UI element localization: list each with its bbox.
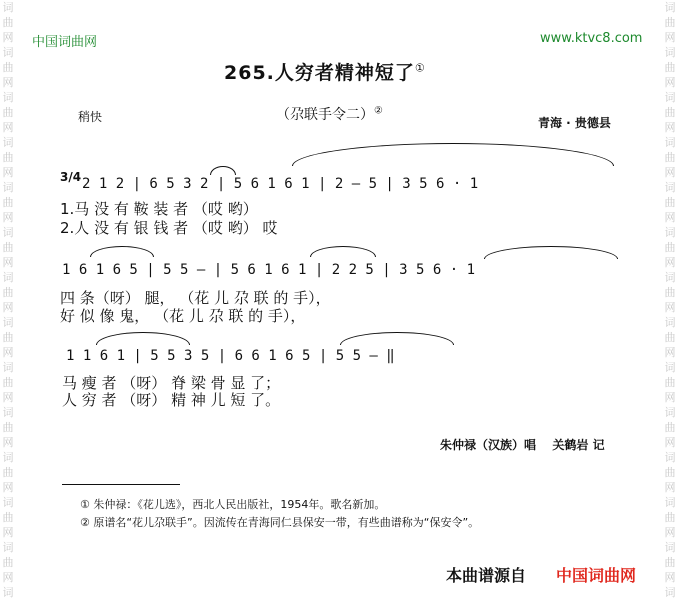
watermark-char: 曲	[2, 556, 14, 569]
tempo-marking: 稍快	[78, 110, 103, 124]
watermark-char: 网	[2, 31, 14, 44]
watermark-char: 词	[664, 181, 676, 194]
watermark-char: 词	[664, 586, 676, 599]
right-watermark-column	[662, 0, 678, 610]
song-subtitle	[276, 104, 383, 124]
watermark-char: 网	[2, 481, 14, 494]
watermark-char: 曲	[2, 16, 14, 29]
watermark-char: 网	[2, 76, 14, 89]
watermark-char: 网	[2, 436, 14, 449]
watermark-char: 网	[664, 571, 676, 584]
watermark-char: 曲	[2, 61, 14, 74]
watermark-char: 曲	[664, 556, 676, 569]
watermark-char: 曲	[664, 331, 676, 344]
title-footnote-mark: ①	[414, 61, 426, 75]
watermark-char: 词	[664, 136, 676, 149]
song-title	[224, 58, 426, 85]
watermark-char: 网	[664, 391, 676, 404]
watermark-char: 词	[2, 91, 14, 104]
watermark-char: 曲	[664, 196, 676, 209]
watermark-char: 曲	[2, 331, 14, 344]
watermark-char: 曲	[664, 16, 676, 29]
footnote-1: ① 朱仲禄：《花儿选》，西北人民出版社，1954年。歌名新加。	[80, 498, 386, 511]
watermark-char: 词	[2, 226, 14, 239]
watermark-char: 词	[2, 271, 14, 284]
notation-line-1: 2 1 2 | 6 5 3 2 | 5 6 1 6 1 | 2 – 5 | 3 5 6 · 1	[82, 176, 479, 192]
lyric-line-3-verse-2: 人 穷 者 （呀） 精 神 儿 短 了。	[62, 391, 281, 409]
source-label: 本曲谱源自	[446, 566, 527, 585]
slur-2c	[484, 246, 618, 259]
watermark-char: 词	[664, 496, 676, 509]
watermark-char: 词	[2, 46, 14, 59]
watermark-char: 词	[664, 271, 676, 284]
slur-2b	[310, 246, 376, 257]
tie-slur	[210, 166, 236, 175]
watermark-char: 曲	[664, 466, 676, 479]
watermark-char: 词	[664, 1, 676, 14]
watermark-char: 曲	[664, 286, 676, 299]
watermark-char: 网	[664, 166, 676, 179]
watermark-char: 词	[664, 316, 676, 329]
watermark-char: 网	[2, 211, 14, 224]
source-site: 中国词曲网	[556, 566, 637, 585]
lyric-line-2-verse-2: 好 似 像 鬼， （花 儿 尕 联 的 手），	[60, 307, 306, 325]
footnote-2: ② 原谱名“花儿尕联手”。因流传在青海同仁县保安一带，有些曲谱称为“保安令”。	[80, 516, 480, 529]
watermark-char: 曲	[664, 421, 676, 434]
watermark-char: 网	[2, 256, 14, 269]
watermark-char: 网	[664, 31, 676, 44]
slur-3b	[340, 332, 454, 345]
credits	[440, 436, 605, 453]
watermark-char: 曲	[2, 241, 14, 254]
lyric-line-1-verse-1: 1.马 没 有 鞍 装 者 （哎 哟）	[60, 200, 258, 218]
watermark-char: 网	[664, 76, 676, 89]
watermark-char: 词	[664, 406, 676, 419]
watermark-char: 网	[664, 526, 676, 539]
watermark-char: 网	[2, 346, 14, 359]
watermark-char: 曲	[664, 376, 676, 389]
watermark-char: 词	[2, 541, 14, 554]
watermark-char: 词	[664, 361, 676, 374]
watermark-char: 曲	[2, 196, 14, 209]
watermark-char: 曲	[2, 106, 14, 119]
watermark-char: 词	[664, 226, 676, 239]
footnote-rule	[62, 484, 180, 485]
watermark-char: 词	[2, 361, 14, 374]
notation-line-3: 1 1 6 1 | 5 5 3 5 | 6 6 1 6 5 | 5 5 – ‖	[66, 348, 395, 364]
watermark-char: 网	[2, 391, 14, 404]
slur-3a	[96, 332, 190, 345]
left-watermark-column	[0, 0, 16, 610]
phrase-slur	[292, 143, 614, 166]
site-url-right: www.ktvc8.com	[540, 31, 643, 46]
subtitle-footnote-mark: ②	[374, 105, 383, 117]
watermark-char: 词	[664, 46, 676, 59]
watermark-char: 网	[664, 121, 676, 134]
watermark-char: 网	[664, 211, 676, 224]
watermark-char: 词	[664, 541, 676, 554]
watermark-char: 曲	[664, 106, 676, 119]
watermark-char: 词	[2, 1, 14, 14]
watermark-char: 曲	[2, 151, 14, 164]
watermark-char: 曲	[2, 511, 14, 524]
watermark-char: 网	[2, 301, 14, 314]
watermark-char: 网	[2, 571, 14, 584]
watermark-char: 网	[2, 526, 14, 539]
watermark-char: 词	[664, 451, 676, 464]
watermark-char: 词	[2, 451, 14, 464]
watermark-char: 曲	[664, 61, 676, 74]
watermark-char: 网	[2, 121, 14, 134]
song-title-text: 265.人穷者精神短了	[224, 62, 415, 84]
notation-line-2: 1 6 1 6 5 | 5 5 – | 5 6 1 6 1 | 2 2 5 | 3 5 6 · 1	[62, 262, 476, 278]
lyric-line-3-verse-1: 马 瘦 者 （呀） 脊 梁 骨 显 了；	[62, 374, 281, 392]
watermark-char: 网	[664, 256, 676, 269]
watermark-char: 词	[2, 406, 14, 419]
site-name-left: 中国词曲网	[32, 35, 98, 50]
watermark-char: 词	[664, 91, 676, 104]
watermark-char: 网	[2, 166, 14, 179]
watermark-char: 曲	[2, 286, 14, 299]
watermark-char: 曲	[664, 511, 676, 524]
watermark-char: 网	[664, 346, 676, 359]
watermark-char: 词	[2, 586, 14, 599]
watermark-char: 词	[2, 496, 14, 509]
watermark-char: 曲	[2, 466, 14, 479]
singer-credit: 朱仲禄（汉族）唱	[440, 438, 537, 452]
lyric-line-2-verse-1: 四 条（呀） 腿， （花 儿 尕 联 的 手），	[60, 289, 331, 307]
region-label: 青海 · 贵德县	[538, 116, 611, 130]
watermark-char: 曲	[664, 151, 676, 164]
slur-2a	[90, 246, 154, 257]
watermark-char: 网	[664, 301, 676, 314]
recorder-credit: 关鹤岩 记	[552, 438, 605, 452]
watermark-char: 网	[664, 481, 676, 494]
watermark-char: 词	[2, 316, 14, 329]
subtitle-text: （尕联手令二）	[276, 107, 374, 123]
watermark-char: 网	[664, 436, 676, 449]
watermark-char: 曲	[2, 376, 14, 389]
watermark-char: 曲	[2, 421, 14, 434]
time-signature: 3/4	[60, 170, 82, 184]
watermark-char: 词	[2, 181, 14, 194]
watermark-char: 曲	[664, 241, 676, 254]
watermark-char: 词	[2, 136, 14, 149]
lyric-line-1-verse-2: 2.人 没 有 银 钱 者 （哎 哟） 哎	[60, 219, 278, 237]
